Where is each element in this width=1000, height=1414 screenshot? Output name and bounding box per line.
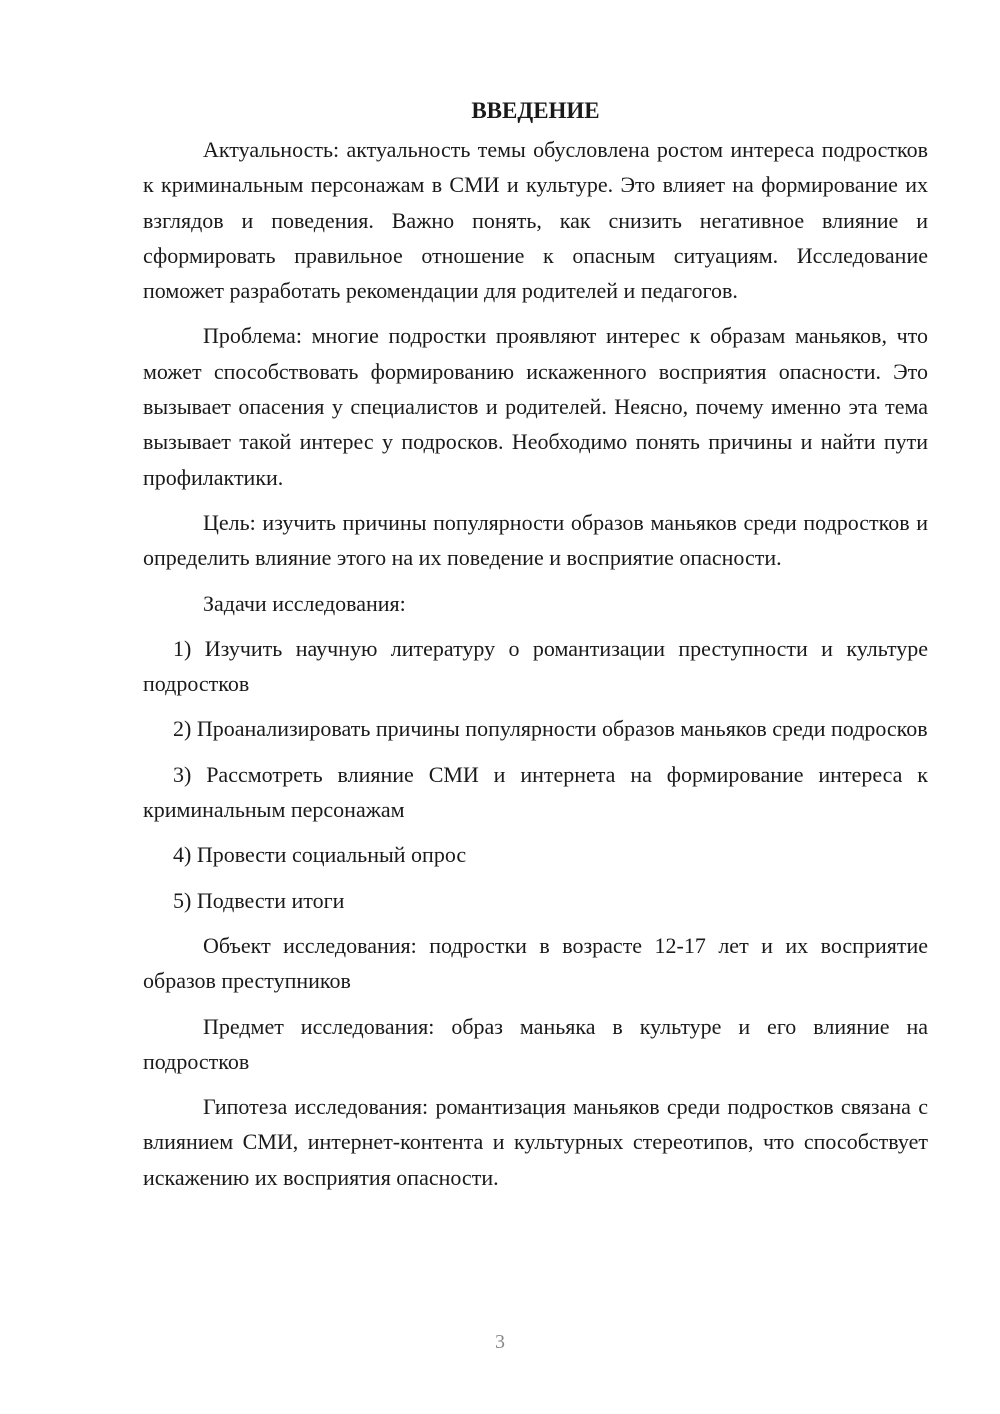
list-item: 4) Провести социальный опрос [173, 842, 467, 868]
page-title: ВВЕДЕНИЕ [471, 98, 600, 123]
goal-paragraph: Цель: изучить причины популярности образов маньяков среди подростков и определить влияние этого на их поведение и восприятие опасности. [143, 509, 928, 571]
list-item: 1) Изучить научную литературу о романтизации преступности и культуре подростков [143, 635, 928, 697]
list-item: 2) Проанализировать причины популярности образов маньяков среди подросков [173, 716, 928, 742]
relevance-paragraph: Актуальность: актуальность темы обусловлена ростом интереса подростков к криминальным персонажам в СМИ и культуре. Это влияет на формирование их взглядов и поведения. Важно понять, как снизить негативное влияние и сформировать правильное отношение к опасным ситуациям. Исследование поможет разработать рекомендации для родителей и педагогов. [143, 137, 928, 304]
tasks-list [143, 631, 928, 918]
list-item: 5) Подвести итоги [173, 887, 345, 913]
list-item: 3) Рассмотреть влияние СМИ и интернета на формирование интереса к криминальным персонажам [143, 761, 928, 823]
problem-paragraph: Проблема: многие подростки проявляют интерес к образам маньяков, что может способствовать формированию искаженного восприятия опасности. Это вызывает опасения у специалистов и родителей. Неясно, почему именно эта тема вызывает такой интерес у подросков. Необходимо понять причины и найти пути профилактики. [143, 323, 928, 490]
tasks-heading: Задачи исследования: [203, 590, 406, 616]
subject-paragraph: Предмет исследования: образ маньяка в культуре и его влияние на подростков [143, 1013, 928, 1074]
page-number: 3 [495, 1331, 505, 1353]
document-page [143, 93, 928, 1205]
hypothesis-paragraph: Гипотеза исследования: романтизация маньяков среди подростков связана с влиянием СМИ, интернет-контента и культурных стереотипов, что способствует искажению их восприятия опасности. [143, 1094, 928, 1190]
object-paragraph: Объект исследования: подростки в возрасте 12-17 лет и их восприятие образов преступников [143, 932, 928, 994]
